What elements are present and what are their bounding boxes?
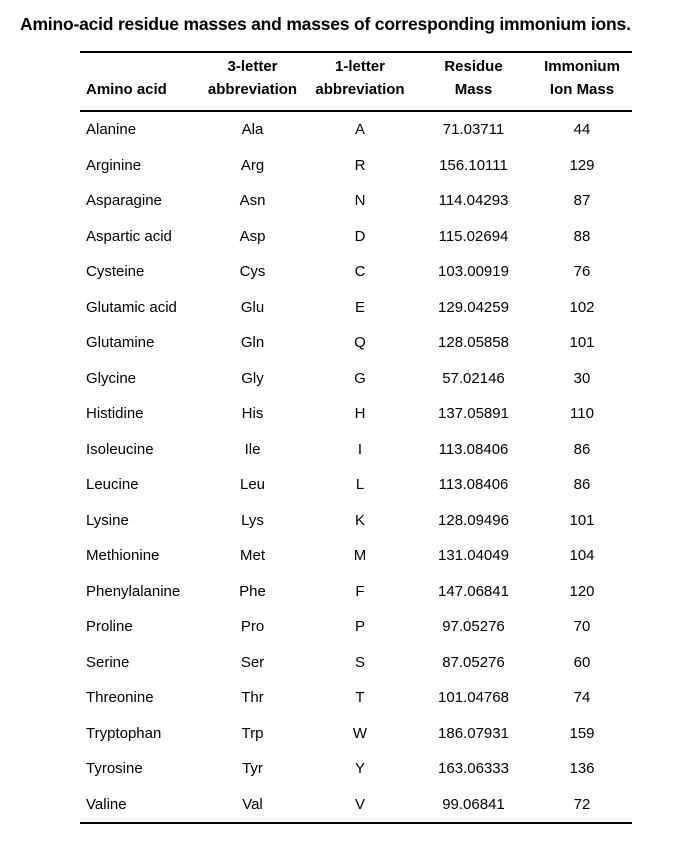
abbr3-cell: Met bbox=[239, 547, 265, 565]
amino-acid-name-cell: Glycine bbox=[86, 369, 137, 387]
abbr1-cell: K bbox=[354, 511, 365, 529]
table-row bbox=[80, 467, 632, 503]
abbr3-cell: Lys bbox=[241, 511, 264, 529]
abbr1-cell: P bbox=[354, 618, 365, 636]
residue-mass-cell: 156.10111 bbox=[439, 156, 508, 174]
abbr3-cell: Gln bbox=[240, 334, 265, 352]
abbr3-cell: Asp bbox=[239, 227, 266, 245]
abbr3-cell: Cys bbox=[239, 263, 266, 281]
header-line2: Mass bbox=[454, 81, 493, 98]
abbr1-cell: E bbox=[354, 298, 365, 316]
amino-acid-table bbox=[80, 51, 632, 824]
abbr1-cell: G bbox=[354, 369, 366, 387]
residue-mass-cell: 103.00919 bbox=[438, 263, 509, 281]
abbr1-cell: L bbox=[355, 476, 365, 494]
table-row bbox=[80, 290, 632, 326]
abbr1-cell: M bbox=[353, 547, 367, 565]
abbr1-cell: N bbox=[354, 192, 366, 210]
residue-mass-cell: 87.05276 bbox=[442, 653, 505, 671]
residue-mass-cell: 131.04049 bbox=[438, 547, 509, 565]
table-row bbox=[80, 574, 632, 610]
table-row bbox=[80, 787, 632, 824]
table-row bbox=[80, 645, 632, 681]
abbr3-cell: Arg bbox=[240, 156, 265, 174]
abbr1-cell: S bbox=[354, 653, 365, 671]
abbr1-cell: V bbox=[354, 795, 365, 813]
residue-mass-cell: 137.05891 bbox=[438, 405, 509, 423]
abbr3-cell: Ser bbox=[240, 653, 265, 671]
amino-acid-name-cell: Alanine bbox=[86, 121, 137, 139]
abbr3-cell: His bbox=[241, 405, 264, 423]
immonium-mass-cell: 86 bbox=[573, 440, 591, 458]
immonium-mass-cell: 74 bbox=[573, 689, 591, 707]
header-immonium-ion-mass bbox=[532, 52, 632, 111]
header-line1: 1-letter bbox=[334, 58, 386, 75]
abbr3-cell: Glu bbox=[240, 298, 265, 316]
residue-mass-cell: 71.03711 bbox=[442, 121, 505, 139]
immonium-mass-cell: 104 bbox=[569, 547, 595, 565]
residue-mass-cell: 129.04259 bbox=[438, 298, 509, 316]
immonium-mass-cell: 30 bbox=[573, 369, 591, 387]
amino-acid-name-cell: Tyrosine bbox=[86, 760, 143, 778]
table-row bbox=[80, 361, 632, 397]
header-line2: Amino acid bbox=[86, 81, 167, 98]
abbr1-cell: F bbox=[355, 582, 365, 600]
amino-acid-name-cell: Histidine bbox=[86, 405, 144, 423]
table-row bbox=[80, 254, 632, 290]
amino-acid-name-cell: Threonine bbox=[86, 689, 154, 707]
amino-acid-name-cell: Valine bbox=[86, 795, 127, 813]
immonium-mass-cell: 101 bbox=[569, 511, 595, 529]
header-line1: Residue bbox=[444, 58, 503, 75]
table-caption: Amino-acid residue masses and masses of corresponding immonium ions. bbox=[20, 14, 631, 34]
header-residue-mass bbox=[415, 52, 532, 111]
residue-mass-cell: 163.06333 bbox=[438, 760, 509, 778]
amino-acid-name-cell: Serine bbox=[86, 653, 130, 671]
amino-acid-name-cell: Lysine bbox=[86, 511, 129, 529]
amino-acid-name-cell: Glutamic acid bbox=[86, 298, 177, 316]
header-1-letter-abbreviation bbox=[305, 52, 415, 111]
amino-acid-name-cell: Leucine bbox=[86, 476, 139, 494]
abbr3-cell: Gly bbox=[241, 369, 264, 387]
table-row bbox=[80, 111, 632, 148]
table-row bbox=[80, 680, 632, 716]
table-row bbox=[80, 751, 632, 787]
immonium-mass-cell: 101 bbox=[569, 334, 595, 352]
table-row bbox=[80, 396, 632, 432]
abbr3-cell: Ala bbox=[241, 121, 264, 139]
header-amino-acid bbox=[80, 52, 200, 111]
abbr1-cell: C bbox=[354, 263, 366, 281]
table-row bbox=[80, 183, 632, 219]
abbr1-cell: Q bbox=[354, 334, 366, 352]
abbr3-cell: Thr bbox=[241, 689, 264, 707]
table-row bbox=[80, 503, 632, 539]
immonium-mass-cell: 60 bbox=[573, 653, 591, 671]
abbr3-cell: Leu bbox=[239, 476, 266, 494]
abbr1-cell: Y bbox=[354, 760, 365, 778]
amino-acid-name-cell: Aspartic acid bbox=[86, 227, 172, 245]
amino-acid-name-cell: Tryptophan bbox=[86, 724, 162, 742]
amino-acid-name-cell: Phenylalanine bbox=[86, 582, 181, 600]
abbr1-cell: I bbox=[357, 440, 363, 458]
table-row bbox=[80, 716, 632, 752]
amino-acid-name-cell: Isoleucine bbox=[86, 440, 154, 458]
immonium-mass-cell: 70 bbox=[573, 618, 591, 636]
immonium-mass-cell: 88 bbox=[573, 227, 591, 245]
residue-mass-cell: 115.02694 bbox=[438, 227, 509, 245]
header-line1: Immonium bbox=[544, 58, 620, 75]
immonium-mass-cell: 159 bbox=[569, 724, 595, 742]
immonium-mass-cell: 102 bbox=[569, 298, 595, 316]
immonium-mass-cell: 110 bbox=[570, 405, 594, 423]
residue-mass-cell: 147.06841 bbox=[438, 582, 509, 600]
abbr3-cell: Asn bbox=[239, 192, 266, 210]
abbr3-cell: Pro bbox=[240, 618, 265, 636]
amino-acid-name-cell: Arginine bbox=[86, 156, 142, 174]
amino-acid-name-cell: Proline bbox=[86, 618, 133, 636]
amino-acid-name-cell: Methionine bbox=[86, 547, 160, 565]
residue-mass-cell: 113.08406 bbox=[438, 476, 509, 494]
header-line2: abbreviation bbox=[207, 81, 298, 98]
abbr3-cell: Val bbox=[242, 795, 263, 813]
immonium-mass-cell: 72 bbox=[573, 795, 591, 813]
residue-mass-cell: 128.09496 bbox=[438, 511, 509, 529]
abbr3-cell: Trp bbox=[241, 724, 264, 742]
header-line2: Ion Mass bbox=[549, 81, 615, 98]
residue-mass-cell: 113.08406 bbox=[438, 440, 509, 458]
abbr3-cell: Ile bbox=[244, 440, 261, 458]
residue-mass-cell: 186.07931 bbox=[438, 724, 509, 742]
abbr1-cell: A bbox=[354, 121, 365, 139]
abbr3-cell: Tyr bbox=[242, 760, 263, 778]
amino-acid-name-cell: Asparagine bbox=[86, 192, 162, 210]
amino-acid-name-cell: Cysteine bbox=[86, 263, 145, 281]
immonium-mass-cell: 86 bbox=[573, 476, 591, 494]
residue-mass-cell: 57.02146 bbox=[442, 369, 505, 387]
header-line2: abbreviation bbox=[315, 81, 405, 98]
immonium-mass-cell: 76 bbox=[573, 263, 591, 281]
immonium-mass-cell: 129 bbox=[569, 156, 595, 174]
residue-mass-cell: 114.04293 bbox=[438, 192, 509, 210]
abbr1-cell: H bbox=[354, 405, 366, 423]
amino-acid-name-cell: Glutamine bbox=[86, 334, 155, 352]
immonium-mass-cell: 136 bbox=[569, 760, 595, 778]
immonium-mass-cell: 120 bbox=[569, 582, 595, 600]
immonium-mass-cell: 44 bbox=[573, 121, 591, 139]
table-row bbox=[80, 219, 632, 255]
abbr1-cell: D bbox=[354, 227, 366, 245]
residue-mass-cell: 99.06841 bbox=[442, 795, 505, 813]
abbr1-cell: T bbox=[355, 689, 365, 707]
abbr1-cell: R bbox=[354, 156, 366, 174]
table-row bbox=[80, 325, 632, 361]
residue-mass-cell: 97.05276 bbox=[442, 618, 505, 636]
table-row bbox=[80, 148, 632, 184]
table-row bbox=[80, 432, 632, 468]
residue-mass-cell: 101.04768 bbox=[438, 689, 509, 707]
residue-mass-cell: 128.05858 bbox=[438, 334, 509, 352]
header-3-letter-abbreviation bbox=[200, 52, 305, 111]
table-row bbox=[80, 538, 632, 574]
immonium-mass-cell: 87 bbox=[573, 192, 591, 210]
header-row bbox=[80, 52, 632, 111]
header-line1: 3-letter bbox=[227, 58, 278, 75]
abbr3-cell: Phe bbox=[239, 582, 266, 600]
abbr1-cell: W bbox=[352, 724, 368, 742]
table-row bbox=[80, 609, 632, 645]
